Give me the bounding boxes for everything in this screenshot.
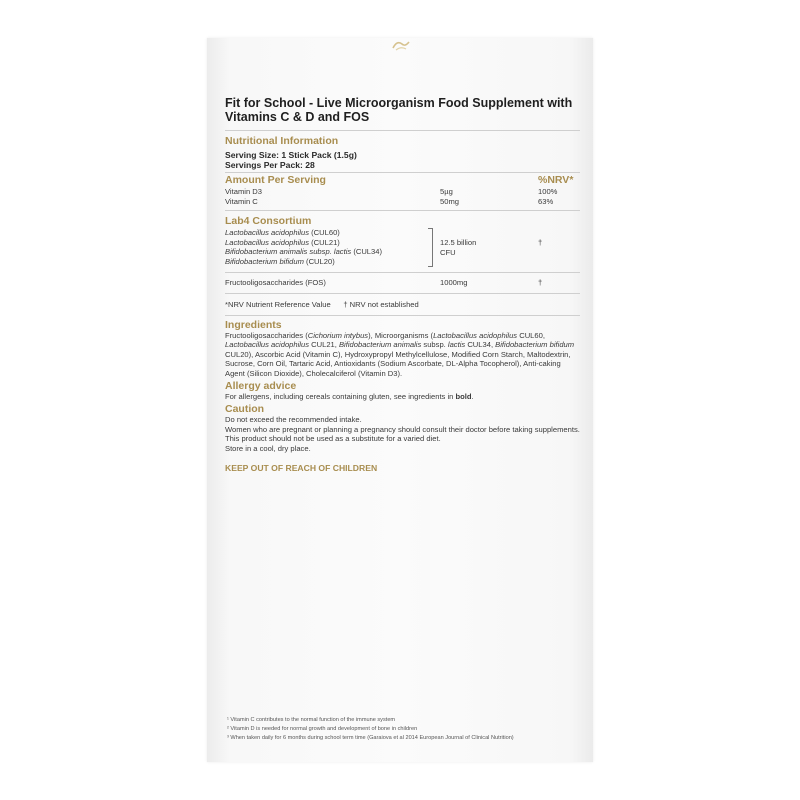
consortium-amount-line-1: 12.5 billion: [440, 238, 477, 247]
footnotes: [227, 716, 587, 743]
vitamin-amount: 50mg: [440, 196, 459, 206]
strain-bracket: [428, 228, 433, 267]
strain-item: [225, 228, 580, 238]
divider: [225, 172, 580, 173]
ingredients-text: Fructooligosaccharides (Cichorium intybus), Microorganisms (Lactobacillus acidophilus CUL60, Lactobacillus acidophilus CUL21, Bifidobacterium animalis subsp. lactis CUL34, Bifidobacterium bifidum CUL20), Ascorbic Acid (Vitamin C), Hydroxypropyl Methylcellulose, Modified Corn Starch, Maltodextrin, Sucrose, Corn Oil, Tartaric Acid, Antioxidants (Sodium Ascorbate, DL-Alpha Tocopherol), Anti-caking Agent (Silicon Dioxide), Cholecalciferol (Vitamin D3).: [225, 331, 575, 378]
allergy-text: For allergens, including cereals containing gluten, see ingredients in bold.: [225, 392, 474, 402]
nrv-legend: *NRV Nutrient Reference Value † NRV not established: [225, 299, 419, 309]
nrv-heading: %NRV*: [538, 174, 574, 186]
fos-table: [225, 278, 580, 288]
divider: [225, 315, 580, 316]
caution-heading: Caution: [225, 403, 265, 416]
vitamin-amount: 5µg: [440, 187, 453, 196]
strain-code: (CUL34): [351, 247, 383, 256]
consortium-nrv: †: [538, 238, 543, 247]
strain-code: (CUL20): [303, 256, 335, 266]
serving-size: Serving Size: 1 Stick Pack (1.5g): [225, 150, 357, 160]
caution-line: Do not exceed the recommended intake.: [225, 415, 362, 425]
vitamin-name: Vitamin D3: [225, 187, 263, 196]
divider: [225, 210, 580, 211]
strain-species: Bifidobacterium bifidum: [225, 256, 304, 266]
strain-item: [225, 247, 580, 257]
caution-line: This product should not be used as a substitute for a varied diet.: [225, 434, 441, 444]
caution-text: [225, 415, 580, 453]
divider: [225, 272, 580, 273]
consortium-heading: Lab4 Consortium: [225, 215, 312, 227]
product-title-line-2: Vitamins C & D and FOS: [225, 110, 370, 124]
strain-species: Lactobacillus acidophilus: [225, 237, 310, 247]
footnote: ² Vitamin D is needed for normal growth and development of bone in children: [227, 726, 418, 732]
keep-out-of-reach-warning: KEEP OUT OF REACH OF CHILDREN: [225, 463, 378, 474]
strain-list: [225, 228, 580, 266]
vitamin-nrv: 63%: [538, 196, 554, 206]
strain-code: (CUL21): [309, 237, 340, 247]
strain-species: Lactobacillus acidophilus: [225, 228, 310, 237]
strain-item: [225, 238, 580, 248]
fos-name: Fructooligosaccharides (FOS): [225, 278, 326, 287]
product-title-line-1: Fit for School - Live Microorganism Food Supplement with: [225, 96, 573, 110]
vitamins-table: [225, 187, 580, 206]
caution-line: Women who are pregnant or planning a pregnancy should consult their doctor before taking supplements.: [225, 424, 580, 434]
brand-logo-icon: [390, 38, 412, 52]
consortium-amount-line-2: CFU: [440, 247, 456, 257]
fos-row: [225, 278, 580, 288]
allergy-heading: Allergy advice: [225, 380, 297, 393]
strain-code: (CUL60): [309, 228, 340, 237]
vitamin-row: [225, 187, 580, 197]
strain-item: [225, 257, 580, 267]
caution-line: Store in a cool, dry place.: [225, 443, 311, 453]
amount-header-row: [225, 174, 580, 186]
vitamin-row: [225, 197, 580, 207]
vitamin-nrv: 100%: [538, 187, 558, 196]
consortium-amount: [440, 238, 476, 257]
strain-species: Bifidobacterium animalis subsp. lactis: [225, 247, 352, 256]
product-title: [225, 96, 580, 124]
amount-heading: Amount Per Serving: [225, 174, 326, 186]
footnote: ³ When taken daily for 6 months during school term time (Garaiova et al 2014 European Journal of Clinical Nutrition): [227, 735, 514, 741]
divider: [225, 130, 580, 131]
vitamin-name: Vitamin C: [225, 196, 258, 206]
divider: [225, 293, 580, 294]
servings-per-pack: Servings Per Pack: 28: [225, 160, 315, 170]
consortium-table: [225, 228, 580, 268]
fos-nrv: †: [538, 278, 543, 287]
fos-amount: 1000mg: [440, 278, 468, 287]
nutrition-heading: Nutritional Information: [225, 135, 339, 147]
footnote: ¹ Vitamin C contributes to the normal function of the immune system: [227, 717, 396, 723]
label-content: [225, 96, 580, 473]
ingredients-heading: Ingredients: [225, 319, 282, 331]
